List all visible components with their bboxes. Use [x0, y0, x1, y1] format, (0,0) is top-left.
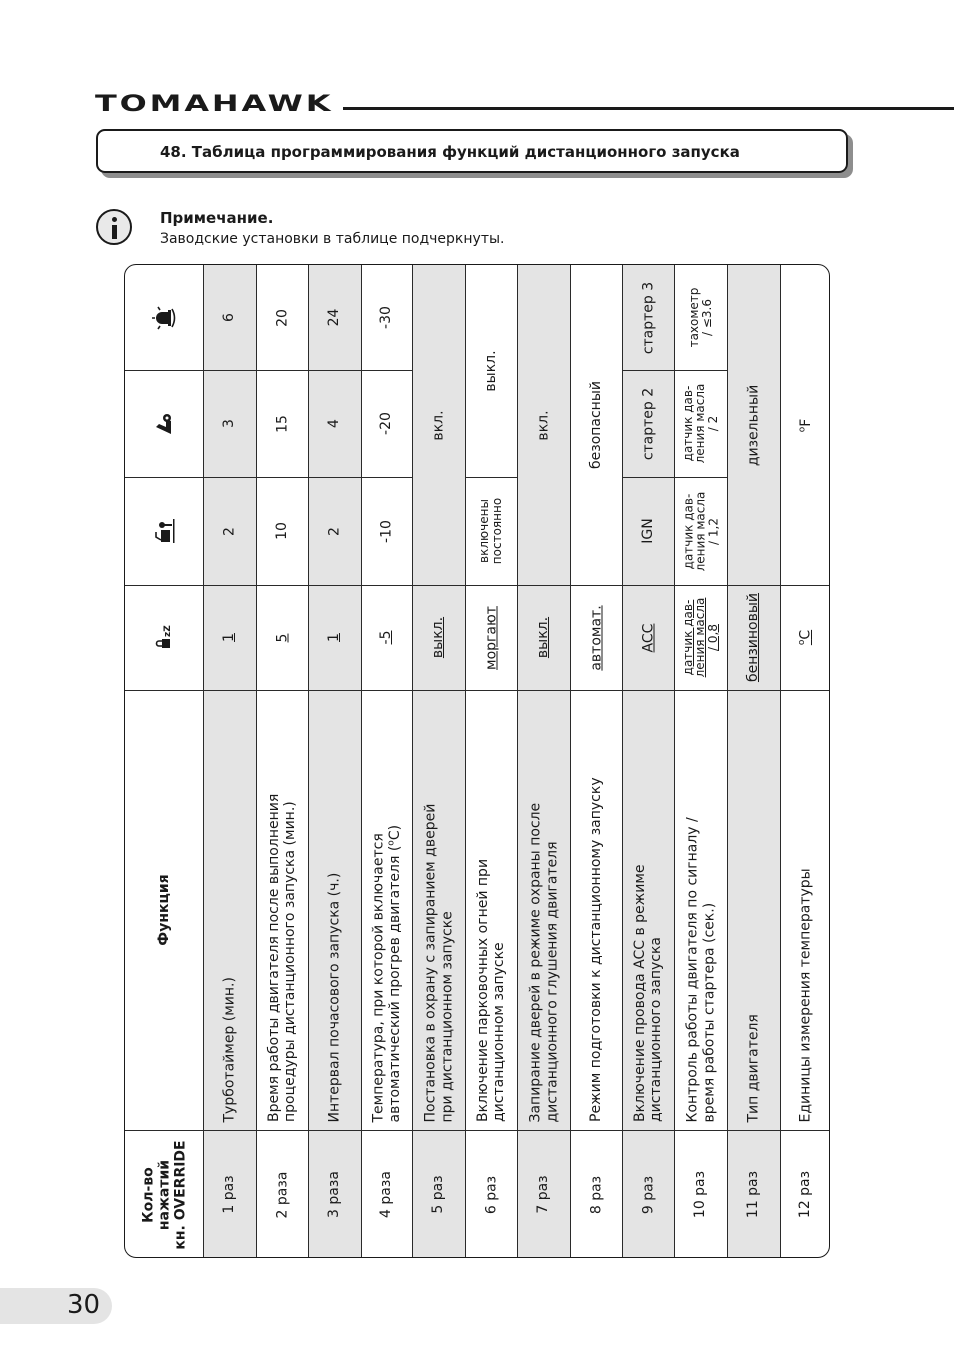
row-value-1: моргают: [482, 605, 499, 670]
row-value-merged: выкл.: [482, 350, 499, 392]
row-value-2: датчик дав- ления масла / 1,2: [680, 491, 720, 571]
column-divider: [570, 585, 622, 586]
row-count: 11 раз: [745, 1170, 762, 1219]
row-value-1: датчик дав- ления масла / 0,8: [680, 597, 720, 678]
row-count: 9 раз: [639, 1175, 656, 1214]
row-count: 7 раз: [535, 1175, 552, 1214]
row-function: Тип двигателя: [745, 1013, 762, 1122]
row-value-1: 5: [273, 633, 290, 642]
row-value-1: бензиновый: [745, 592, 762, 683]
row-value-3: 3: [221, 419, 238, 428]
row-value-merged: вкл.: [535, 409, 552, 441]
column-divider: [308, 477, 361, 478]
svg-text:zZ: zZ: [163, 624, 173, 637]
row-function: Контроль работы двигателя по сигналу / время работы стартера (сек.): [684, 816, 717, 1122]
column-divider: [465, 585, 517, 586]
programming-table: [124, 264, 830, 1258]
trunk-key-icon: [125, 477, 203, 585]
row-value-2: включены постоянно: [477, 497, 504, 565]
row-value-2: 10: [273, 522, 290, 540]
row-value-merged: безопасный: [587, 381, 604, 469]
row-value-4: 20: [273, 308, 290, 327]
note-title: Примечание.: [160, 209, 274, 227]
row-value-3: 15: [273, 414, 290, 433]
row-value-3: стартер 2: [639, 387, 656, 460]
row-value-1: автомат.: [587, 604, 604, 671]
row-value-1: ACC: [639, 623, 656, 652]
column-divider: [203, 585, 256, 586]
column-divider: [622, 370, 674, 371]
header-count: Кол-во нажатий кн. OVERRIDE: [139, 1139, 189, 1250]
row-count: 12 раз: [797, 1170, 814, 1219]
row-value-2: 2: [221, 526, 238, 536]
row-function: Режим подготовки к дистанционному запуску: [587, 777, 604, 1122]
row-function: Запирание дверей в режиме охраны после дистанционного глушения двигателя: [527, 802, 560, 1122]
row-count: 1 раз: [221, 1175, 238, 1214]
column-divider: [622, 585, 674, 586]
row-value-1: выкл.: [535, 616, 552, 659]
row-value-2: -10: [378, 519, 395, 543]
row-value-4: 6: [221, 313, 238, 322]
row-function: Включение парковочных огней при дистанционном запуске: [474, 858, 507, 1122]
row-value-4: тахометр / ≤3.6: [686, 287, 714, 348]
row-function: Турботаймер (мин.): [221, 976, 238, 1122]
row-function: Температура, при которой включается автоматический прогрев двигателя ($^o$C): [370, 824, 403, 1122]
column-divider: [517, 585, 570, 586]
row-value-merged: вкл.: [430, 409, 447, 441]
siren-icon: [125, 265, 203, 370]
info-icon: [96, 209, 132, 245]
lock-sleep-icon: [125, 585, 203, 690]
column-divider: [308, 585, 361, 586]
row-value-2: 2: [326, 526, 343, 536]
column-divider: [256, 585, 308, 586]
column-divider: [780, 585, 830, 586]
row-value-3: датчик дав- ления масла / 2: [680, 383, 720, 464]
row-count: 8 раз: [587, 1175, 604, 1214]
column-divider: [361, 477, 412, 478]
row-function: Единицы измерения температуры: [797, 867, 814, 1122]
row-function: Интервал почасового запуска (ч.): [326, 872, 343, 1122]
row-value-merged: дизельный: [745, 384, 762, 466]
row-value-3: 4: [326, 419, 343, 428]
column-divider: [256, 477, 308, 478]
row-value-1: $^o$C: [797, 629, 814, 646]
section-title: 48. Таблица программирования функций дистанционного запуска: [160, 143, 740, 161]
column-divider: [256, 370, 308, 371]
row-value-1: -5: [378, 630, 395, 645]
column-divider: [203, 477, 256, 478]
column-divider: [308, 370, 361, 371]
row-count: 2 раза: [273, 1171, 290, 1218]
row-count: 4 раза: [378, 1171, 395, 1218]
column-divider: [727, 585, 780, 586]
brand-logo: TOMAHAWK: [95, 92, 334, 117]
column-divider: [674, 585, 727, 586]
row-count: 5 раз: [430, 1175, 447, 1214]
row-value-1: 1: [326, 633, 343, 642]
column-divider: [361, 370, 412, 371]
header-function: Функция: [155, 874, 172, 946]
column-divider: [361, 585, 412, 586]
row-count: 6 раз: [482, 1175, 499, 1214]
row-count: 3 раза: [326, 1171, 343, 1218]
engine-fan-icon: [125, 370, 203, 477]
row-value-4: 24: [326, 308, 343, 327]
header-rule: [343, 107, 954, 110]
row-function: Время работы двигателя после выполнения процедуры дистанционного запуска (мин.): [265, 793, 298, 1122]
page-number: 30: [67, 1290, 101, 1320]
row-value-3: -20: [378, 412, 395, 435]
column-divider: [622, 477, 674, 478]
row-value-1: 1: [221, 633, 238, 642]
column-divider: [412, 585, 465, 586]
row-function: Включение провода ACC в режиме дистанционного запуска: [631, 864, 664, 1122]
row-value-2: IGN: [639, 518, 656, 544]
row-value-4: -30: [378, 306, 395, 329]
note-text: Заводские установки в таблице подчеркнуты.: [160, 231, 505, 247]
row-value-1: выкл.: [430, 616, 447, 659]
row-function: Постановка в охрану с запиранием дверей при дистанционном запуске: [422, 803, 455, 1122]
row-value-4: стартер 3: [639, 281, 656, 354]
column-divider: [674, 370, 727, 371]
row-value-merged: $^o$F: [797, 418, 814, 432]
column-divider: [674, 477, 727, 478]
column-divider: [465, 477, 517, 478]
row-count: 10 раз: [692, 1170, 709, 1219]
column-divider: [203, 370, 256, 371]
